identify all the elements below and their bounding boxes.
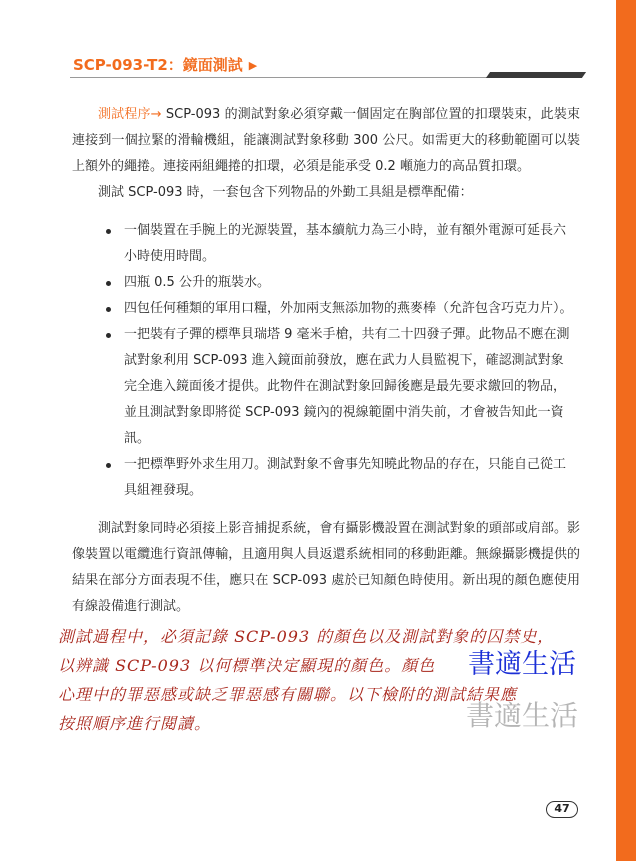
watermark-blue: 書適生活: [468, 649, 576, 680]
title-arrow-icon: ▶: [248, 59, 258, 72]
list-item: 一把裝有子彈的標準貝瑞塔 9 毫米手槍，共有二十四發子彈。此物品不應在測試對象利用 SCP-093 進入鏡面前發放，應在武力人員監視下，確認測試對象完全進入鏡面後才提供。此物件在測試對象回歸後應是最先要求繳回的物品，並且測試對象即將從 SCP-093 鏡內的視線範圍中消失前，才會被告知此一資訊。: [72, 322, 580, 452]
list-item: 四瓶 0.5 公升的瓶裝水。: [72, 270, 580, 296]
header-rule: [70, 77, 530, 78]
handwritten-line: 按照順序進行閱讀。: [58, 714, 212, 733]
header-rule-accent-small: [558, 72, 586, 78]
list-item: 一把標準野外求生用刀。測試對象不會事先知曉此物品的存在，只能自己從工具組裡發現。: [72, 452, 580, 504]
paragraph-equipment-intro: 測試 SCP-093 時，一套包含下列物品的外勤工具組是標準配備：: [98, 185, 473, 200]
section-title-text: SCP-093-T2：鏡面測試: [73, 56, 243, 74]
list-item: 四包任何種類的軍用口糧，外加兩支無添加物的燕麥棒（允許包含巧克力片）。: [72, 296, 580, 322]
body-text: [72, 102, 580, 620]
section-title: [73, 54, 257, 75]
side-edge-bar: [616, 0, 636, 861]
equipment-list: [72, 218, 580, 504]
paragraph-procedure: [72, 102, 580, 180]
list-item: 一個裝置在手腕上的光源裝置，基本續航力為三小時，並有額外電源可延長六小時使用時間。: [72, 218, 580, 270]
watermark-gray: 書適生活: [466, 699, 579, 732]
handwritten-line: 以辨識 SCP-093 以何標準決定顯現的顏色。顏色: [58, 656, 436, 675]
handwritten-line: 心理中的罪惡感或缺乏罪惡感有關聯。以下檢附的測試結果應: [58, 685, 518, 704]
handwritten-line: 測試過程中，必須記錄 SCP-093 的顏色以及測試對象的囚禁史，: [58, 627, 555, 646]
paragraph-recording: 測試對象同時必須接上影音捕捉系統，會有攝影機設置在測試對象的頭部或肩部。影像裝置以電纜進行資訊傳輸，且適用與人員返還系統相同的移動距離。無線攝影機提供的結果在部分方面表現不佳，應只在 SCP-093 處於已知顏色時使用。新出現的顏色應使用有線設備進行測試。: [72, 521, 580, 614]
procedure-text: SCP-093 的測試對象必須穿戴一個固定在胸部位置的扣環裝束，此裝束連接到一個拉緊的滑輪機組，能讓測試對象移動 300 公尺。如需更大的移動範圍可以裝上額外的繩捲。連接兩組繩捲的扣環，必須是能承受 0.2 噸施力的高品質扣環。: [72, 107, 580, 174]
procedure-label: 測試程序→: [98, 107, 162, 122]
page-number: 47: [546, 801, 578, 818]
